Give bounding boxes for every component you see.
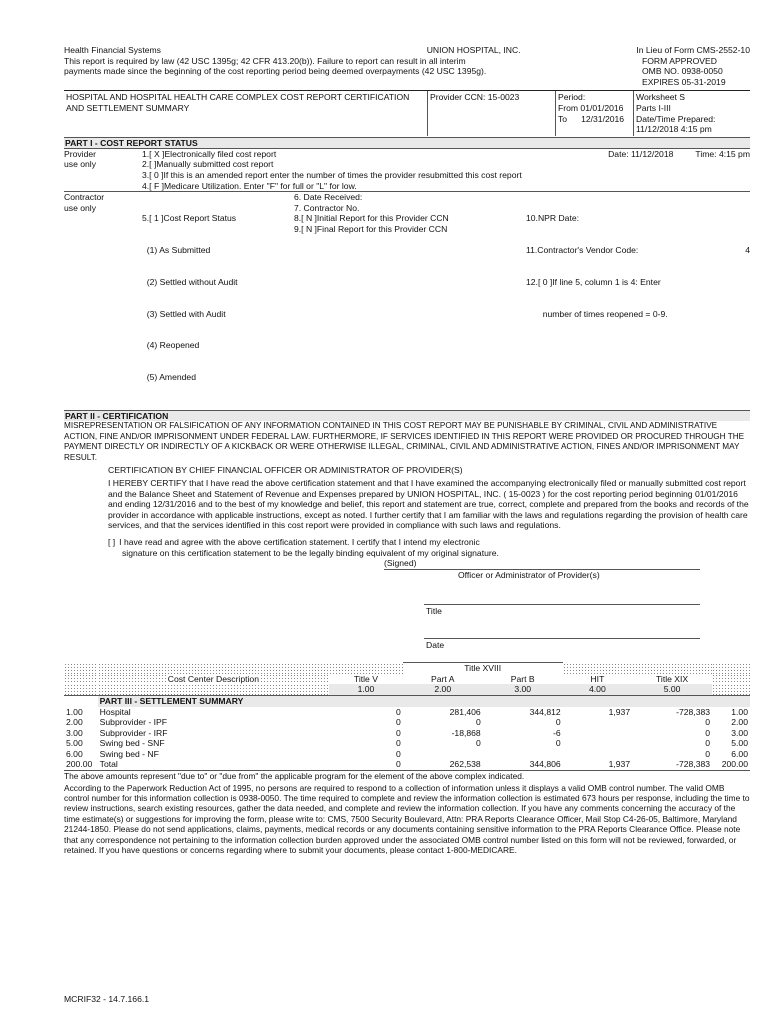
col-number-5: 5.00 bbox=[632, 684, 712, 695]
line-number: 2.00 bbox=[66, 717, 83, 728]
header-left: Health Financial Systems bbox=[64, 45, 161, 55]
value-part-b: 344,806 bbox=[529, 759, 561, 770]
part1-provider-section bbox=[64, 148, 750, 191]
reopened-instruction: 12.[ 0 ]If line 5, column 1 is 4: Enter bbox=[526, 276, 661, 287]
value-hit bbox=[563, 717, 632, 728]
col-header-title-v: Title V bbox=[353, 673, 378, 684]
contractor-no: 7. Contractor No. bbox=[294, 202, 360, 213]
header-line-2 bbox=[64, 56, 750, 67]
settlement-table bbox=[64, 662, 750, 771]
item-electronically-filed: 1.[ X ]Electronically filed cost report bbox=[142, 148, 277, 159]
table-header-row-2 bbox=[64, 674, 750, 685]
title-block bbox=[64, 90, 750, 135]
part1-contractor-section bbox=[64, 191, 750, 410]
vendor-code-label: 11.Contractor's Vendor Code: bbox=[526, 245, 639, 256]
line-number-right: 5.00 bbox=[731, 738, 748, 749]
contractor-label: Contractor bbox=[64, 192, 105, 203]
period-block bbox=[555, 91, 633, 135]
col-number-4: 4.00 bbox=[563, 684, 632, 695]
value-title-v: 0 bbox=[395, 748, 401, 759]
value-part-b: 0 bbox=[555, 738, 561, 749]
status-line: 5.[ 1 ]Cost Report Status bbox=[142, 213, 237, 224]
provider-ccn: Provider CCN: 15-0023 bbox=[427, 91, 555, 135]
value-hit: 1,937 bbox=[608, 706, 631, 717]
period-label: Period: bbox=[558, 92, 586, 103]
paperwork-reduction-notice: According to the Paperwork Reduction Act of 1995, no persons are required to respond to a collection of information unless it displays a valid OMB control number. The valid OMB control number for this information collection is 0938-0050. The time required to complete and review the information collection is estimated 673 hours per response, including the time to review instructions, search existing resources, gather the data needed, and complete and review the information collection. If you have any comments concerning the accuracy of the time estimate(s) or suggestions for improving the form, please write to: CMS, 7500 Security Boulevard, Attn: PRA Reports Clearance Officer, Mail Stop C4-26-05, Baltimore, Maryland 21244-1850. Please do not send applications, claims, payments, medical records or any documents containing sensitive information to the PRA Reports Clearance Office. Please note that any correspondence not pertaining to the information collection burden approved under the associated OMB control number listed on this form will not be reviewed, forwarded, or retained. If you have questions or concerns regarding where to submit your documents, please contact 1-800-MEDICARE. bbox=[64, 782, 750, 856]
title-label: Title bbox=[426, 606, 442, 617]
table-row bbox=[64, 749, 750, 760]
date-line[interactable] bbox=[424, 628, 700, 639]
cost-center-name: Subprovider - IRF bbox=[99, 727, 168, 738]
amounts-note: The above amounts represent "due to" or "due from" the applicable program for the element of the above complex indicated. bbox=[64, 771, 525, 782]
value-title-xix: -728,383 bbox=[676, 759, 711, 770]
contractor-use-label bbox=[64, 192, 142, 404]
electronic-signature-text-2: signature on this certification statement to be the legally binding equivalent of my original signature. bbox=[122, 547, 499, 558]
col-header-part-a: Part A bbox=[431, 673, 455, 684]
value-title-v: 0 bbox=[395, 738, 401, 749]
header-line-3 bbox=[64, 66, 750, 77]
npr-date: 10.NPR Date: bbox=[526, 213, 580, 224]
header-center: UNION HOSPITAL, INC. bbox=[426, 45, 521, 55]
value-title-xix: 0 bbox=[705, 717, 711, 728]
receipt-column bbox=[294, 192, 526, 404]
title-line[interactable] bbox=[424, 594, 700, 605]
date-label: Date bbox=[426, 640, 445, 651]
table-header-row-3 bbox=[64, 684, 750, 695]
value-part-b: 344,812 bbox=[529, 706, 561, 717]
value-title-xix: -728,383 bbox=[676, 706, 711, 717]
part2-heading: PART II - CERTIFICATION bbox=[64, 410, 750, 421]
table-row bbox=[64, 738, 750, 749]
value-part-a: 281,406 bbox=[449, 706, 481, 717]
table-header-row-1 bbox=[64, 663, 750, 674]
value-hit bbox=[563, 749, 632, 760]
signature-area bbox=[64, 558, 750, 654]
header-law-text: This report is required by law (42 USC 1395g; 42 CFR 413.20(b)). Failure to report can result in all interim bbox=[64, 55, 466, 66]
value-title-v: 0 bbox=[395, 706, 401, 717]
value-part-a: 0 bbox=[475, 738, 481, 749]
table-row bbox=[64, 717, 750, 728]
status-column bbox=[142, 192, 294, 404]
header-omb-number: OMB NO. 0938-0050 bbox=[642, 66, 723, 77]
vendor-code: 4 bbox=[745, 245, 750, 256]
document-body bbox=[64, 45, 750, 856]
cost-center-name: Swing bed - SNF bbox=[99, 738, 165, 749]
status-settled-with-audit: (3) Settled with Audit bbox=[142, 308, 226, 319]
cost-center-name: Total bbox=[99, 759, 118, 770]
value-part-a: 262,538 bbox=[449, 759, 481, 770]
line-number: 3.00 bbox=[66, 727, 83, 738]
value-hit: 1,937 bbox=[608, 759, 631, 770]
officer-label: Officer or Administrator of Provider(s) bbox=[458, 570, 600, 581]
parts-label: Parts I-III bbox=[636, 102, 671, 113]
line-number: 200.00 bbox=[66, 759, 93, 770]
date-prepared-label: Date/Time Prepared: bbox=[636, 113, 716, 124]
line-number: 1.00 bbox=[66, 706, 83, 717]
line-number: 5.00 bbox=[66, 738, 83, 749]
date-received: 6. Date Received: bbox=[294, 192, 363, 203]
contractor-use-only-label: use only bbox=[64, 202, 97, 213]
header-expires: EXPIRES 05-31-2019 bbox=[642, 76, 726, 87]
electronic-signature-block bbox=[64, 537, 750, 558]
report-time: Time: 4:15 pm bbox=[695, 148, 750, 159]
line-number-right: 6.00 bbox=[731, 748, 748, 759]
value-hit bbox=[563, 738, 632, 749]
value-title-v: 0 bbox=[395, 727, 401, 738]
electronic-signature-text-1: I have read and agree with the above certification statement. I certify that I intend my electronic bbox=[119, 536, 480, 547]
col-header-part-b: Part B bbox=[510, 673, 535, 684]
certification-text: I HEREBY CERTIFY that I have read the above certification statement and that I have examined the accompanying electronically filed or manually submitted cost report and the Balance Sheet and Statement of Revenue and Expenses prepared by UNION HOSPITAL, INC. ( 15-0023 ) for the cost reporting period beginning 01/01/2016 and ending 12/31/2016 and to the best of my knowledge and belief, this report and statement are true, correct, complete and prepared from the books and records of the provider in accordance with applicable instructions, except as noted. I further certify that I am familiar with the laws and regulations regarding the provision of health care services, and that the services identified in this cost report were provided in compliance with such laws and regulations. bbox=[108, 477, 749, 531]
status-settled-without-audit: (2) Settled without Audit bbox=[142, 276, 238, 287]
line-number-right: 1.00 bbox=[731, 706, 748, 717]
cost-center-name: Swing bed - NF bbox=[99, 748, 159, 759]
header-line-4 bbox=[64, 77, 750, 88]
value-part-a: 0 bbox=[475, 717, 481, 728]
value-title-xix: 0 bbox=[705, 727, 711, 738]
status-as-submitted: (1) As Submitted bbox=[142, 245, 211, 256]
status-reopened: (4) Reopened bbox=[142, 340, 200, 351]
col-header-hit: HIT bbox=[590, 673, 605, 684]
report-title: HOSPITAL AND HOSPITAL HEALTH CARE COMPLEX COST REPORT CERTIFICATION AND SETTLEMENT SUMMARY bbox=[66, 92, 410, 113]
cost-center-name: Subprovider - IPF bbox=[99, 717, 168, 728]
table-row bbox=[64, 759, 750, 770]
col-number-1: 1.00 bbox=[329, 684, 403, 695]
provider-label: Provider bbox=[64, 148, 96, 159]
signature-line[interactable] bbox=[384, 558, 700, 570]
final-report: 9.[ N ]Final Report for this Provider CCN bbox=[294, 223, 448, 234]
certification-heading: CERTIFICATION BY CHIEF FINANCIAL OFFICER OR ADMINISTRATOR OF PROVIDER(S) bbox=[108, 465, 463, 476]
title-xviii-header: Title XVIII bbox=[403, 663, 563, 674]
header-form-approved: FORM APPROVED bbox=[642, 55, 717, 66]
line-number-right: 2.00 bbox=[731, 717, 748, 728]
value-title-v: 0 bbox=[395, 717, 401, 728]
worksheet-label: Worksheet S bbox=[636, 92, 686, 103]
item-medicare-utilization: 4.[ F ]Medicare Utilization. Enter "F" for full or "L" for low. bbox=[142, 180, 357, 191]
initial-report: 8.[ N ]Initial Report for this Provider CCN bbox=[294, 213, 449, 224]
value-part-b: 0 bbox=[555, 717, 561, 728]
value-part-a: -18,868 bbox=[451, 727, 481, 738]
col-number-3: 3.00 bbox=[483, 684, 563, 695]
use-only-label: use only bbox=[64, 159, 97, 170]
period-to: 12/31/2016 bbox=[581, 113, 625, 124]
item-manually-submitted: 2.[ ]Manually submitted cost report bbox=[142, 159, 274, 170]
col-number-2: 2.00 bbox=[403, 684, 483, 695]
col-header-title-xix: Title XIX bbox=[656, 673, 689, 684]
header-overpayments-text: payments made since the beginning of the cost reporting period being deemed overpayments (42 USC 1395g). bbox=[64, 66, 487, 77]
provider-use-label bbox=[64, 149, 142, 191]
signed-label: (Signed) bbox=[384, 558, 417, 569]
worksheet-block bbox=[633, 91, 750, 135]
report-date: Date: 11/12/2018 bbox=[608, 148, 674, 159]
period-to-label: To bbox=[558, 113, 568, 124]
electronic-signature-checkbox[interactable]: [ ] bbox=[108, 536, 116, 547]
status-amended: (5) Amended bbox=[142, 372, 196, 383]
value-title-xix: 0 bbox=[705, 738, 711, 749]
part3-heading: PART III - SETTLEMENT SUMMARY bbox=[98, 695, 750, 706]
contractor-columns bbox=[142, 192, 750, 404]
table-row bbox=[64, 707, 750, 718]
misrepresentation-warning: MISREPRESENTATION OR FALSIFICATION OF ANY INFORMATION CONTAINED IN THIS COST REPORT MAY BE PUNISHABLE BY CRIMINAL, CIVIL AND ADMINISTRATIVE ACTION, FINE AND/OR IMPRISONMENT UNDER FEDERAL LAW. FURTHERMORE, IF SERVICES IDENTIFIED IN THIS REPORT WERE PROVIDED OR PROCURED THROUGH THE PAYMENT DIRECTLY OR INDIRECTLY OF A KICKBACK OR WERE OTHERWISE ILLEGAL, CRIMINAL, CIVIL AND ADMINISTRATIVE ACTION, FINES AND/OR IMPRISONMENT MAY RESULT. bbox=[64, 421, 745, 462]
line-number: 6.00 bbox=[66, 748, 83, 759]
software-version: MCRIF32 - 14.7.166.1 bbox=[64, 994, 150, 1004]
value-title-xix: 0 bbox=[705, 748, 711, 759]
reopened-range: number of times reopened = 0-9. bbox=[526, 308, 668, 319]
line-number-right: 3.00 bbox=[731, 727, 748, 738]
cost-center-header: Cost Center Description bbox=[98, 674, 329, 685]
provider-items bbox=[142, 149, 750, 191]
value-title-v: 0 bbox=[395, 759, 401, 770]
header-line-1 bbox=[64, 45, 750, 56]
cost-center-name: Hospital bbox=[99, 706, 131, 717]
line-number-right: 200.00 bbox=[721, 759, 748, 770]
value-part-a bbox=[403, 749, 483, 760]
value-part-b bbox=[483, 749, 563, 760]
part1-heading: PART I - COST REPORT STATUS bbox=[64, 137, 750, 148]
item-amended-count: 3.[ 0 ]If this is an amended report enter the number of times the provider resubmitted this cost report bbox=[142, 169, 522, 180]
header-right: In Lieu of Form CMS-2552-10 bbox=[636, 45, 750, 55]
period-from: From 01/01/2016 bbox=[558, 102, 624, 113]
value-hit bbox=[563, 728, 632, 739]
part3-heading-row bbox=[64, 695, 750, 706]
npr-column bbox=[526, 192, 750, 404]
value-part-b: -6 bbox=[553, 727, 561, 738]
date-prepared: 11/12/2018 4:15 pm bbox=[636, 124, 712, 135]
table-row bbox=[64, 728, 750, 739]
